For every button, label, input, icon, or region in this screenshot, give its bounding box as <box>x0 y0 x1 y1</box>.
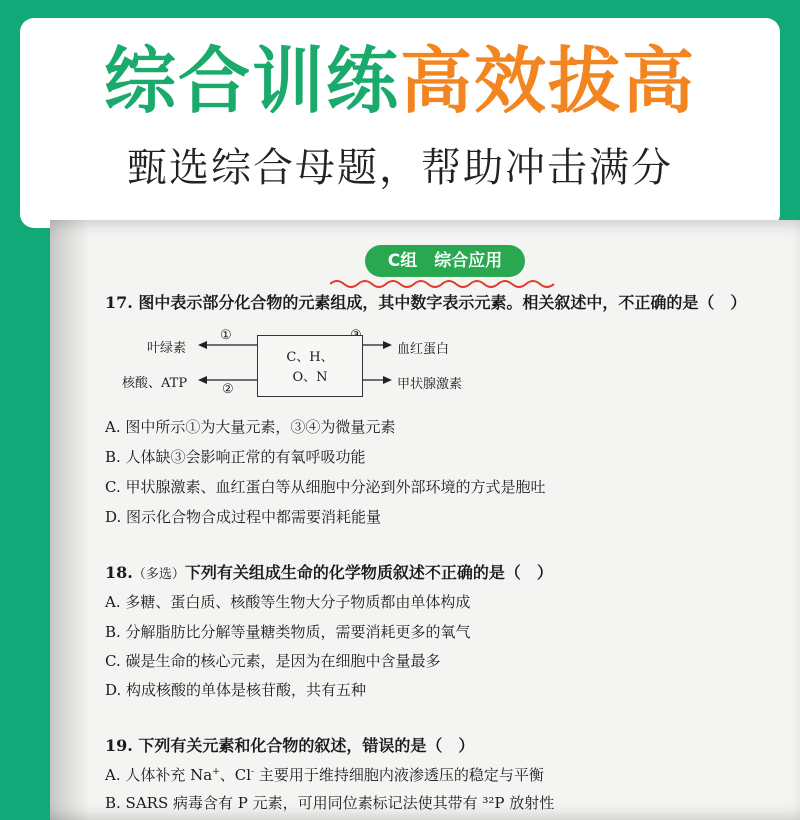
q18-option-b: B. 分解脂肪比分解等量糖类物质，需要消耗更多的氧气 <box>105 623 471 641</box>
q17-option-d: D. 图示化合物合成过程中都需要消耗能量 <box>105 508 382 526</box>
diagram-label-nucleic-acid: 核酸、ATP <box>122 376 188 391</box>
q19-option-a-post: 主要用于维持细胞内液渗透压的稳定与平衡 <box>254 766 544 784</box>
q19-option-b: B. SARS 病毒含有 P 元素，可用同位素标记法使其带有 ³²P 放射性 <box>105 794 555 812</box>
subtitle: 甄选综合母题，帮助冲击满分 <box>127 145 673 191</box>
q17-option-c: C. 甲状腺激素、血红蛋白等从细胞中分泌到外部环境的方式是胞吐 <box>105 478 546 496</box>
element-box <box>257 335 363 397</box>
headline-orange: 高效拔高 <box>400 39 697 123</box>
diagram-label-hemoglobin: 血红蛋白 <box>397 342 450 357</box>
question-18-title <box>105 560 553 583</box>
headline-green: 综合训练 <box>103 39 400 123</box>
question-17-title: 17. 图中表示部分化合物的元素组成，其中数字表示元素。相关叙述中，不正确的是（ ） <box>105 293 747 312</box>
q18-text: 下列有关组成生命的化学物质叙述不正确的是（ ） <box>184 563 553 582</box>
diagram-label-chlorophyll: 叶绿素 <box>147 341 187 356</box>
q18-option-c: C. 碳是生命的核心元素，是因为在细胞中含量最多 <box>105 652 441 670</box>
q18-option-d: D. 构成核酸的单体是核苷酸，共有五种 <box>105 681 367 699</box>
q19-option-a-sup2: - <box>251 767 255 777</box>
q19-option-a-pre: A. 人体补充 Na <box>105 766 213 784</box>
question-19-title: 19. 下列有关元素和化合物的叙述，错误的是（ ） <box>105 736 475 755</box>
q19-option-a-sup1: + <box>212 767 220 777</box>
diagram-number-1: ① <box>220 328 232 343</box>
q18-number: 18. <box>105 563 133 582</box>
q18-option-a: A. 多糖、蛋白质、核酸等生物大分子物质都由单体构成 <box>105 593 471 611</box>
diagram-label-thyroxine: 甲状腺激素 <box>397 377 463 392</box>
q17-option-a: A. 图中所示①为大量元素，③④为微量元素 <box>105 418 396 436</box>
q17-option-b: B. 人体缺③会影响正常的有氧呼吸功能 <box>105 448 366 466</box>
section-label: C组 综合应用 <box>365 245 525 277</box>
q18-tag: （多选） <box>132 567 185 582</box>
element-box-line2: O、N <box>292 370 328 385</box>
element-box-line1: C、H、 <box>286 350 334 365</box>
q19-option-a <box>105 764 544 785</box>
q19-option-a-mid: 、Cl <box>219 766 252 784</box>
diagram-number-2: ② <box>222 382 234 397</box>
